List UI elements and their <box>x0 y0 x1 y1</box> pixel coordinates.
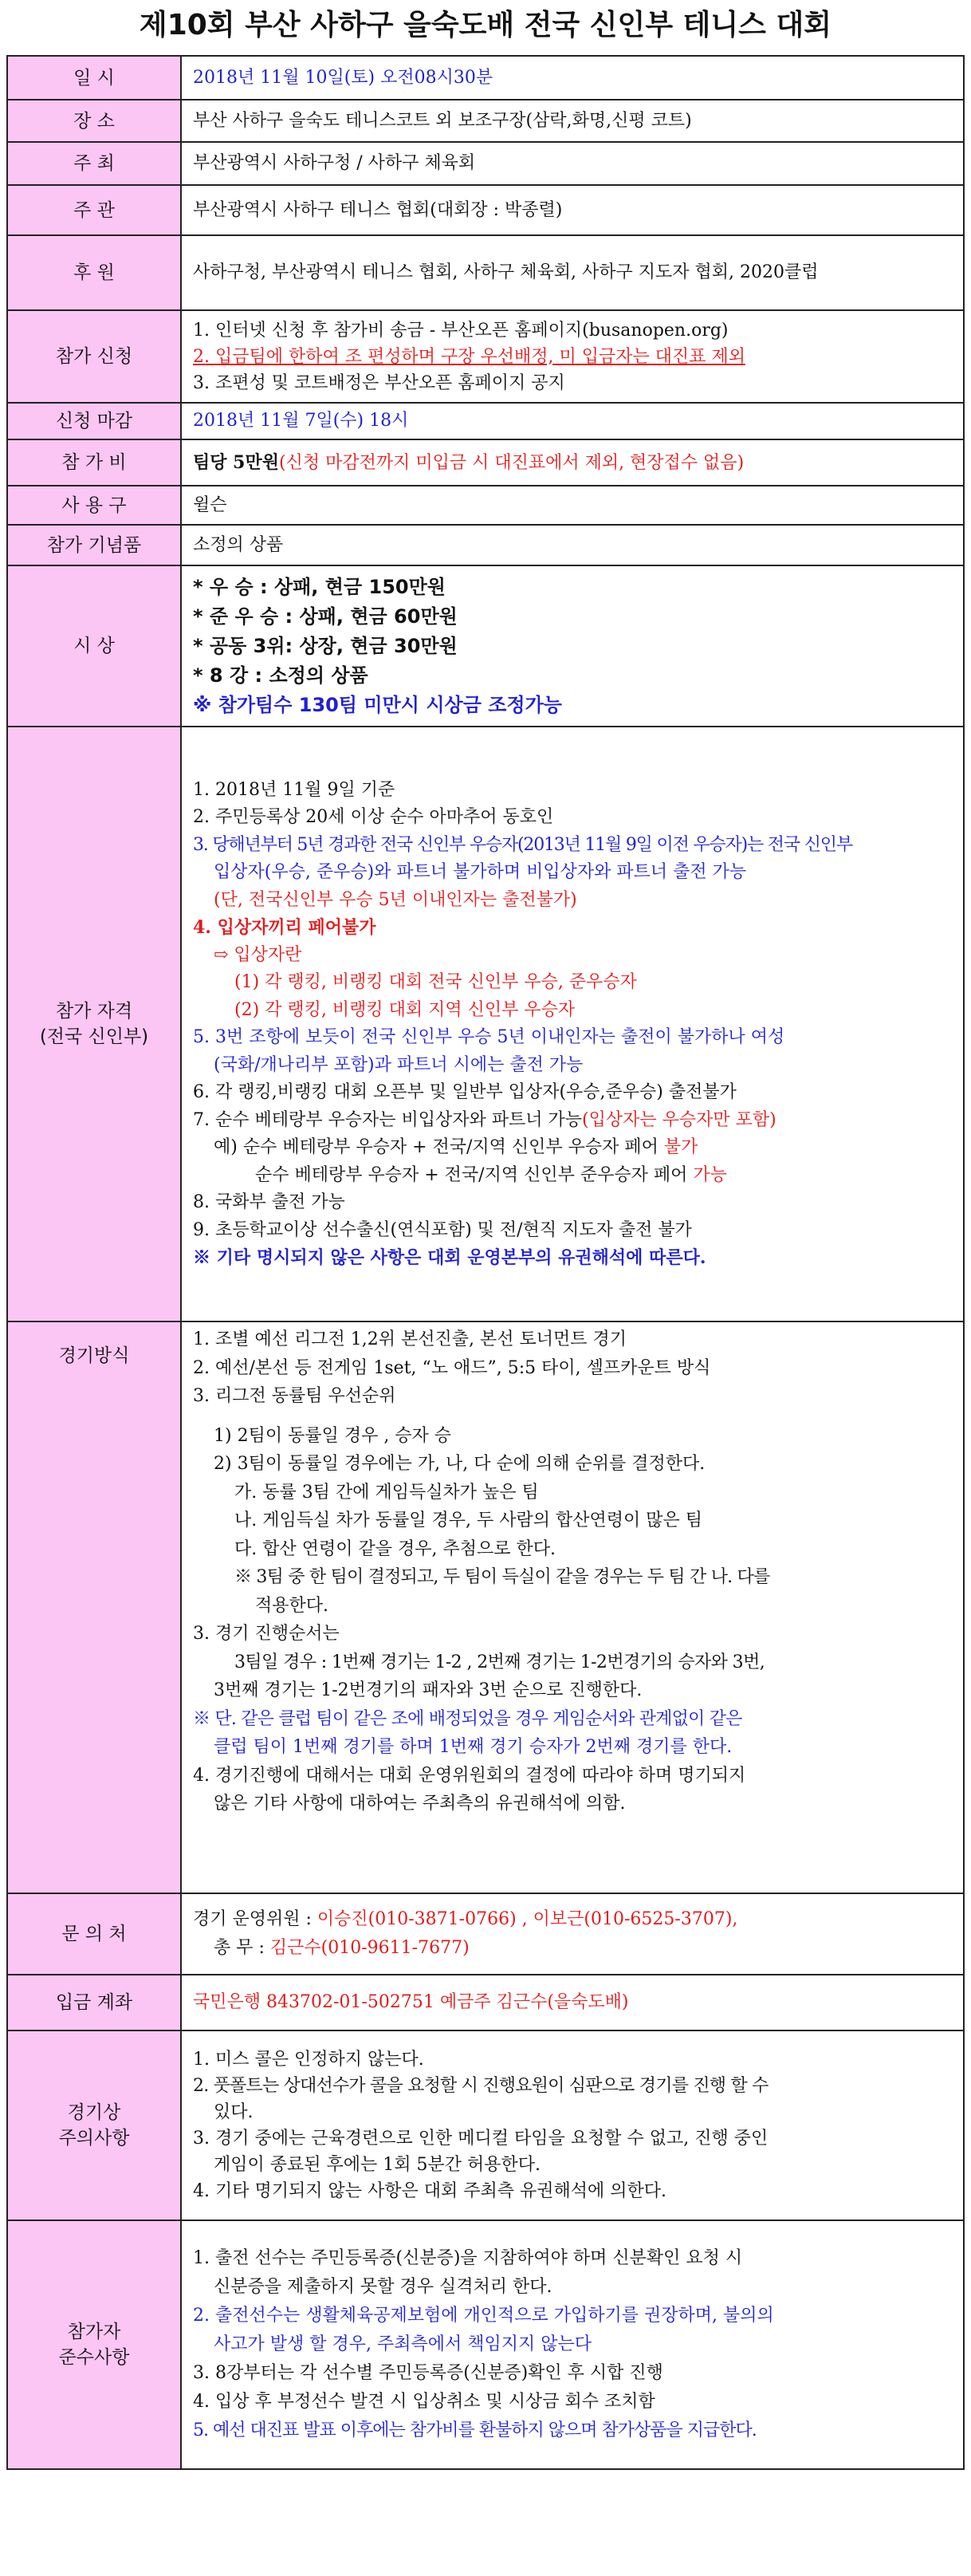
format-line-13: 3번째 경기는 1-2번경기의 패자와 3번 순으로 진행한다. <box>214 1680 643 1700</box>
fee-label: 참 가 비 <box>7 439 181 486</box>
date-value: 2018년 11월 10일(토) 오전08시30분 <box>181 56 964 100</box>
fee-amount: 팀당 5만원 <box>193 451 279 473</box>
contact-value <box>181 1893 964 1975</box>
format-line-8: 다. 합산 연령이 같을 경우, 추첨으로 한다. <box>234 1538 556 1559</box>
caution-label-2: 주의사항 <box>58 2128 130 2149</box>
format-line-7: 나. 게임득실 차가 동률일 경우, 두 사람의 합산연령이 많은 팀 <box>234 1511 702 1530</box>
prize-line-3: * 공동 3위: 상장, 현금 30만원 <box>193 634 458 657</box>
row-sponsor <box>7 235 964 310</box>
row-account <box>7 1975 964 2030</box>
account-value: 국민은행 843702-01-502751 예금주 김근수(을숙도배) <box>181 1975 964 2030</box>
application-label: 참가 신청 <box>7 310 181 403</box>
format-line-12: 3팀일 경우 : 1번째 경기는 1-2 , 2번째 경기는 1-2번경기의 승자와 3번, <box>234 1652 765 1672</box>
row-venue <box>7 100 964 142</box>
eligibility-label <box>7 727 181 1321</box>
eligibility-line-15 <box>193 1162 953 1190</box>
application-line-2: 2. 입금팀에 한하여 조 편성하며 구장 우선배정, 미 입금자는 대진표 제외 <box>193 346 745 367</box>
rules-label <box>7 2220 181 2469</box>
format-line-17: 않은 기타 사항에 대하여는 주최측의 유권해석에 의함. <box>214 1794 626 1814</box>
eligibility-line-1: 1. 2018년 11월 9일 기준 <box>193 779 395 800</box>
sponsor-value: 사하구청, 부산광역시 테니스 협회, 사하구 체육회, 사하구 지도자 협회, 2020클럽 <box>181 235 964 310</box>
rules-line-1: 1. 출전 선수는 주민등록증(신분증)을 지참하여야 하며 신분확인 요청 시 <box>193 2248 743 2268</box>
eligibility-label-2: (전국 신인부) <box>39 1026 149 1047</box>
caution-label <box>7 2030 181 2220</box>
row-deadline <box>7 403 964 439</box>
contact-manager-phones: 이승진(010-3871-0766) , 이보근(010-6525-3707), <box>316 1909 738 1929</box>
rules-line-7: 5. 예선 대진표 발표 이후에는 참가비를 환불하지 않으며 참가상품을 지급한다. <box>193 2420 757 2440</box>
format-line-6: 가. 동률 3팀 간에 게임득실차가 높은 팀 <box>234 1482 539 1503</box>
rules-label-2: 준수사항 <box>58 2347 130 2368</box>
format-label: 경기방식 <box>7 1321 181 1893</box>
prize-line-2: * 준 우 승 : 상패, 현금 60만원 <box>193 605 458 628</box>
row-date <box>7 56 964 100</box>
caution-line-1: 1. 미스 콜은 인정하지 않는다. <box>193 2050 424 2070</box>
format-line-14: ※ 단. 같은 클럽 팀이 같은 조에 배정되었을 경우 게임순서와 관계없이 같은 <box>193 1708 742 1729</box>
eligibility-line-18: ※ 기타 명시되지 않은 사항은 대회 운영본부의 유권해석에 따른다. <box>193 1247 706 1268</box>
venue-value: 부산 사하구 을숙도 테니스코트 외 보조구장(삼락,화명,신평 코트) <box>181 100 964 142</box>
row-host <box>7 142 964 185</box>
prize-value <box>181 565 964 727</box>
eligibility-line-14-text: 예) 순수 베테랑부 우승자 + 전국/지역 신인부 우승자 페어 <box>214 1137 664 1157</box>
eligibility-line-14 <box>193 1134 953 1162</box>
caution-line-4: 3. 경기 중에는 근육경련으로 인한 메디컬 타임을 요청할 수 없고, 진행 중인 <box>193 2129 769 2149</box>
eligibility-line-14-note: 불가 <box>663 1137 698 1157</box>
eligibility-line-4: 입상자(우승, 준우승)와 파트너 불가하며 비입상자와 파트너 출전 가능 <box>214 862 747 882</box>
rules-value <box>181 2220 964 2469</box>
eligibility-line-15-text: 순수 베테랑부 우승자 + 전국/지역 신인부 준우승자 페어 <box>255 1164 694 1185</box>
caution-line-3: 있다. <box>214 2102 254 2122</box>
format-line-10: 적용한다. <box>255 1595 329 1616</box>
tournament-info-table <box>6 55 965 2470</box>
eligibility-line-13-note: (입상자는 우승자만 포함) <box>582 1109 776 1130</box>
prize-note: ※ 참가팀수 130팀 미만시 시상금 조정가능 <box>193 693 562 716</box>
organizer-value: 부산광역시 사하구 테니스 협회(대회장 : 박종렬) <box>181 185 964 235</box>
format-line-16: 4. 경기진행에 대해서는 대회 운영위원회의 결정에 따라야 하며 명기되지 <box>193 1765 746 1786</box>
eligibility-line-5: (단, 전국신인부 우승 5년 이내인자는 출전불가) <box>214 889 577 910</box>
row-organizer <box>7 185 964 235</box>
contact-secretary-phone: 김근수(010-9611-7677) <box>269 1938 470 1958</box>
format-line-15: 클럽 팀이 1번째 경기를 하며 1번째 경기 승자가 2번째 경기를 한다. <box>214 1737 733 1757</box>
row-format <box>7 1321 964 1893</box>
date-label: 일 시 <box>7 56 181 100</box>
format-line-9: ※ 3팀 중 한 팀이 결정되고, 두 팀이 득실이 같을 경우는 두 팀 간 나. 다를 <box>234 1567 770 1587</box>
row-application <box>7 310 964 403</box>
prize-line-4: * 8 강 : 소정의 상품 <box>193 664 368 687</box>
eligibility-line-16: 8. 국화부 출전 가능 <box>193 1192 345 1212</box>
fee-note: (신청 마감전까지 미입금 시 대진표에서 제외, 현장접수 없음) <box>278 452 745 473</box>
format-line-4: 1) 2팀이 동률일 경우 , 승자 승 <box>214 1425 452 1446</box>
format-value <box>181 1321 964 1893</box>
format-line-11: 3. 경기 진행순서는 <box>193 1624 340 1644</box>
souvenir-value: 소정의 상품 <box>181 525 964 565</box>
eligibility-line-13-text: 7. 순수 베테랑부 우승자는 비입상자와 파트너 가능 <box>193 1109 582 1130</box>
deadline-value: 2018년 11월 7일(수) 18시 <box>181 403 964 439</box>
caution-line-2: 2. 풋폴트는 상대선수가 콜을 요청할 시 진행요원이 심판으로 경기를 진행 할 수 <box>193 2076 769 2096</box>
eligibility-line-2: 2. 주민등록상 20세 이상 순수 아마추어 동호인 <box>193 807 554 827</box>
format-line-3: 3. 리그전 동률팀 우선순위 <box>193 1386 396 1406</box>
row-caution <box>7 2030 964 2220</box>
rules-line-3: 2. 출전선수는 생활체육공제보험에 개인적으로 가입하기를 권장하며, 불의의 <box>193 2306 774 2326</box>
rules-label-1: 참가자 <box>67 2322 121 2342</box>
format-line-1: 1. 조별 예선 리그전 1,2위 본선진출, 본선 토너먼트 경기 <box>193 1329 627 1349</box>
application-line-1: 1. 인터넷 신청 후 참가비 송금 - 부산오픈 홈페이지(busanopen.org) <box>193 320 729 341</box>
prize-label: 시 상 <box>7 565 181 727</box>
caution-line-6: 4. 기타 명기되지 않는 사항은 대회 주최측 유권해석에 의한다. <box>193 2181 666 2201</box>
host-label: 주 최 <box>7 142 181 185</box>
ball-value: 윌슨 <box>181 486 964 525</box>
sponsor-label: 후 원 <box>7 235 181 310</box>
organizer-label: 주 관 <box>7 185 181 235</box>
eligibility-line-8: (1) 각 랭킹, 비랭킹 대회 전국 신인부 우승, 준우승자 <box>234 972 637 992</box>
row-souvenir <box>7 525 964 565</box>
format-line-2: 2. 예선/본선 등 전게임 1set, “노 애드”, 5:5 타이, 셀프카운트 방식 <box>193 1357 711 1378</box>
host-value: 부산광역시 사하구청 / 사하구 체육회 <box>181 142 964 185</box>
rules-line-2: 신분증을 제출하지 못할 경우 실격처리 한다. <box>214 2277 552 2297</box>
eligibility-line-15-note: 가능 <box>693 1164 727 1185</box>
contact-label: 문 의 처 <box>7 1893 181 1975</box>
rules-line-4: 사고가 발생 할 경우, 주최측에서 책임지지 않는다 <box>214 2334 592 2354</box>
row-rules <box>7 2220 964 2469</box>
fee-value <box>181 439 964 486</box>
eligibility-line-3: 3. 당해년부터 5년 경과한 전국 신인부 우승자(2013년 11월 9일 이전 우승자)는 전국 신인부 <box>193 834 852 855</box>
contact-secretary-label: 총 무 : <box>214 1938 270 1958</box>
eligibility-line-13 <box>193 1107 953 1135</box>
account-label: 입금 계좌 <box>7 1975 181 2030</box>
eligibility-line-12: 6. 각 랭킹,비랭킹 대회 오픈부 및 일반부 입상자(우승,준우승) 출전불가 <box>193 1082 737 1102</box>
eligibility-label-1: 참가 자격 <box>55 1001 133 1022</box>
format-line-5: 2) 3팀이 동률일 경우에는 가, 나, 다 순에 의해 순위를 결정한다. <box>214 1454 706 1474</box>
eligibility-line-6: 4. 입상자끼리 페어불가 <box>193 917 376 938</box>
application-line-3: 3. 조편성 및 코트배정은 부산오픈 홈페이지 공지 <box>193 372 565 393</box>
eligibility-value <box>181 727 964 1321</box>
rules-line-6: 4. 입상 후 부정선수 발견 시 입상취소 및 시상금 회수 조치함 <box>193 2392 655 2412</box>
contact-line-1 <box>193 1905 953 1934</box>
souvenir-label: 참가 기념품 <box>7 525 181 565</box>
eligibility-line-17: 9. 초등학교이상 선수출신(연식포함) 및 전/현직 지도자 출전 불가 <box>193 1219 692 1240</box>
caution-label-1: 경기상 <box>67 2102 121 2123</box>
caution-value <box>181 2030 964 2220</box>
caution-line-5: 게임이 종료된 후에는 1회 5분간 허용한다. <box>214 2155 541 2175</box>
prize-line-1: * 우 승 : 상패, 현금 150만원 <box>193 575 446 598</box>
row-prize <box>7 565 964 727</box>
eligibility-line-9: (2) 각 랭킹, 비랭킹 대회 지역 신인부 우승자 <box>234 999 576 1020</box>
eligibility-line-7: ⇨ 입상자란 <box>214 944 302 965</box>
contact-line-2 <box>193 1934 953 1963</box>
rules-line-5: 3. 8강부터는 각 선수별 주민등록증(신분증)확인 후 시합 진행 <box>193 2363 663 2383</box>
row-fee <box>7 439 964 486</box>
contact-manager-label: 경기 운영위원 : <box>193 1909 317 1929</box>
ball-label: 사 용 구 <box>7 486 181 525</box>
eligibility-line-10: 5. 3번 조항에 보듯이 전국 신인부 우승 5년 이내인자는 출전이 불가하나 여성 <box>193 1027 785 1047</box>
venue-label: 장 소 <box>7 100 181 142</box>
page-title: 제10회 부산 사하구 을숙도배 전국 신인부 테니스 대회 <box>139 9 832 41</box>
row-eligibility <box>7 727 964 1321</box>
eligibility-line-11: (국화/개나리부 포함)과 파트너 시에는 출전 가능 <box>214 1054 584 1075</box>
application-value <box>181 310 964 403</box>
deadline-label: 신청 마감 <box>7 403 181 439</box>
row-contact <box>7 1893 964 1975</box>
row-ball <box>7 486 964 525</box>
